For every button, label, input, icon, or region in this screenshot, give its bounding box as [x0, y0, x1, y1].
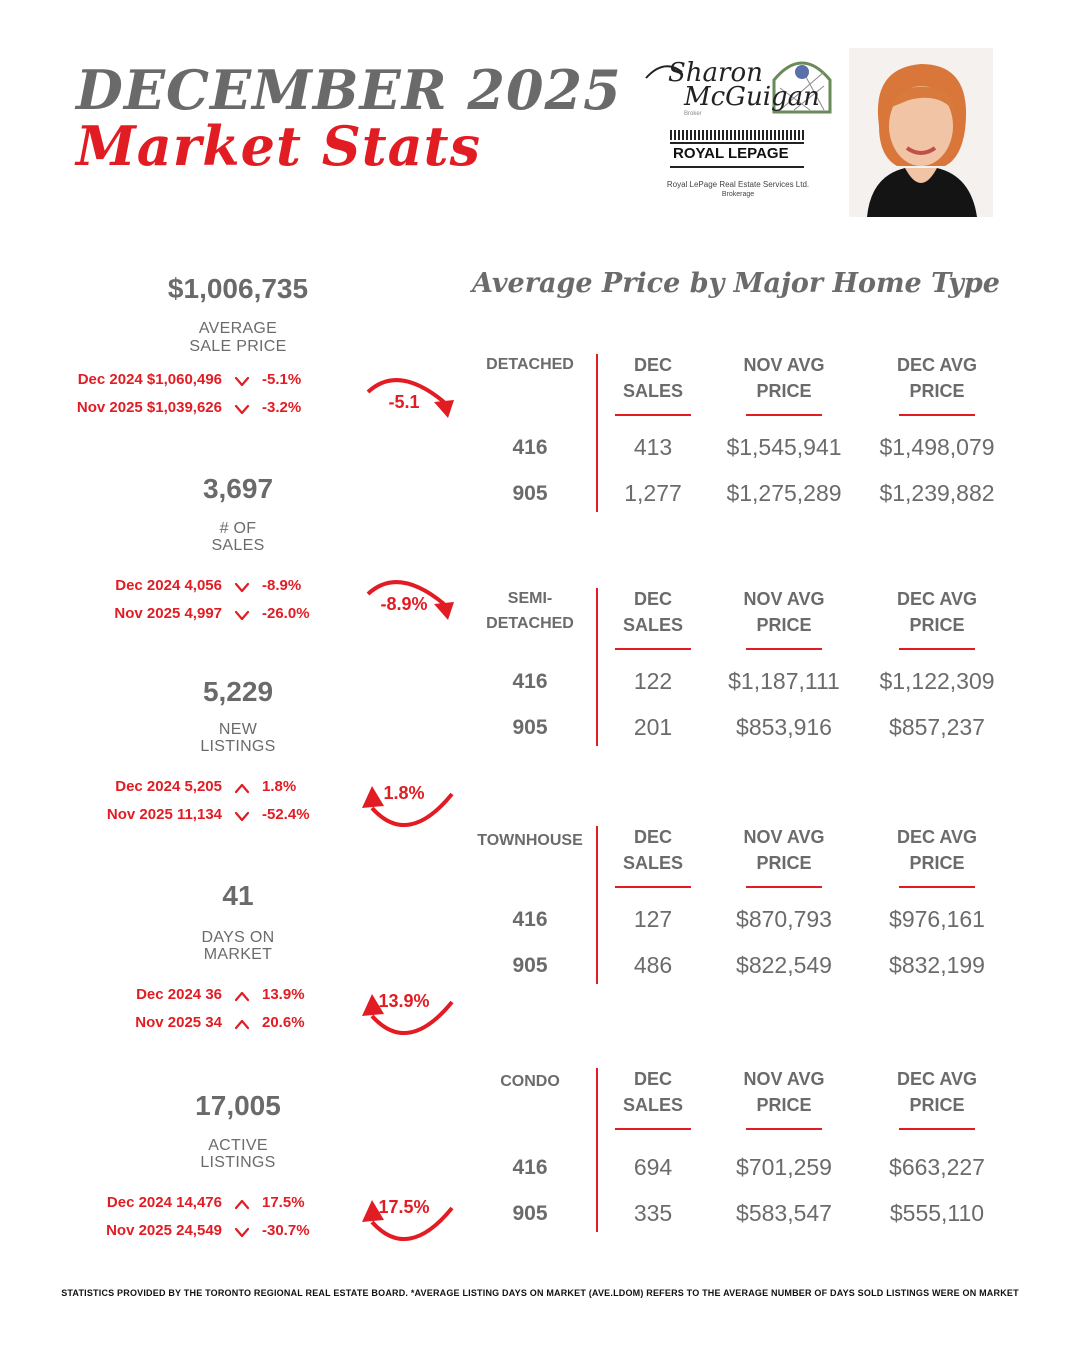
portrait-icon: [849, 48, 993, 217]
trend-arrow: [358, 982, 458, 1042]
column-header: PRICE: [756, 853, 812, 873]
table-cell: 694: [633, 1154, 673, 1180]
trend-arrow-value: 17.5%: [378, 1197, 430, 1217]
comparison-change: -3.2%: [262, 399, 302, 416]
column-header: DEC: [633, 589, 672, 609]
column-header: PRICE: [756, 615, 812, 635]
comparison-label: Nov 2025 24,549: [106, 1222, 222, 1239]
comparison-label: Dec 2024 36: [136, 986, 222, 1003]
agent-role: Broker: [684, 111, 702, 117]
chevron-up-icon: [234, 1018, 250, 1030]
table-cell: $583,547: [736, 1200, 832, 1226]
chevron-down-icon: [234, 375, 250, 387]
region-label: 416: [512, 908, 548, 931]
table-cell: $1,239,882: [879, 480, 995, 506]
stat-label-line1: DAYS ON: [201, 929, 275, 946]
table-cell: $857,237: [889, 714, 985, 740]
column-header: SALES: [622, 1095, 683, 1115]
table-cell: 413: [633, 434, 673, 460]
brokerage-type: Brokerage: [721, 191, 755, 198]
column-header: SALES: [622, 853, 683, 873]
title-month: DECEMBER 2025: [76, 58, 622, 122]
region-label: 905: [512, 716, 548, 739]
comparison-label: Dec 2024 $1,060,496: [77, 371, 222, 388]
column-header: PRICE: [909, 615, 965, 635]
trend-arrow-value: 13.9%: [378, 991, 430, 1011]
column-header: NOV AVG: [743, 355, 825, 375]
table-cell: 1,277: [624, 480, 682, 506]
trend-arrow: [358, 572, 458, 632]
table-cell: 335: [633, 1200, 673, 1226]
trend-arrow: [358, 774, 458, 834]
stat-label-line1: NEW: [218, 721, 258, 738]
column-header: DEC AVG: [896, 355, 977, 375]
table-cell: $853,916: [736, 714, 832, 740]
home-type-label: SEMI-: [507, 590, 553, 607]
table-cell: 486: [633, 952, 673, 978]
stat-label-line1: AVERAGE: [198, 320, 278, 337]
stat-value: $1,006,735: [167, 273, 309, 304]
comparison-label: Nov 2025 34: [135, 1014, 222, 1031]
table-cell: $870,793: [736, 906, 832, 932]
footer-disclaimer: STATISTICS PROVIDED BY THE TORONTO REGIONAL REAL ESTATE BOARD. *AVERAGE LISTING DAYS ON MARKET (AVE.LDOM) REFERS TO THE AVERAGE NUMBER OF DAYS SOLD LISTINGS WERE ON MARKET: [61, 1288, 1019, 1298]
stat-value: 41: [222, 880, 254, 911]
column-underline: [615, 1128, 691, 1130]
stat-value: 17,005: [195, 1090, 281, 1121]
comparison-label: Dec 2024 4,056: [115, 577, 222, 594]
agent-first-name: Sharon: [668, 58, 763, 88]
region-label: 416: [512, 670, 548, 693]
table-cell: 127: [633, 906, 673, 932]
table-cell: $1,545,941: [726, 434, 842, 460]
table-cell: $701,259: [736, 1154, 832, 1180]
table-cell: $822,549: [736, 952, 832, 978]
stat-label-line1: # OF: [219, 520, 257, 537]
stat-label-line2: SALE PRICE: [189, 338, 287, 355]
chevron-up-icon: [234, 990, 250, 1002]
trend-arrow-value: -8.9%: [380, 594, 428, 614]
comparison-change: -8.9%: [262, 577, 302, 594]
table-cell: $663,227: [889, 1154, 985, 1180]
region-label: 905: [512, 1202, 548, 1225]
stat-label-line2: LISTINGS: [200, 738, 276, 755]
trend-arrow: [358, 1188, 458, 1248]
home-type-label: DETACHED: [486, 615, 574, 632]
chevron-down-icon: [234, 609, 250, 621]
column-underline: [615, 414, 691, 416]
column-underline: [899, 648, 975, 650]
column-header: DEC AVG: [896, 589, 977, 609]
stat-value: 5,229: [202, 676, 274, 707]
table-cell: 201: [633, 714, 673, 740]
trend-arrow: [358, 370, 458, 430]
table-cell: $555,110: [889, 1200, 985, 1226]
column-header: SALES: [622, 381, 683, 401]
column-header: PRICE: [909, 853, 965, 873]
column-underline: [746, 886, 822, 888]
comparison-label: Nov 2025 $1,039,626: [76, 399, 222, 416]
column-header: DEC: [633, 355, 672, 375]
chevron-up-icon: [234, 782, 250, 794]
chevron-down-icon: [234, 581, 250, 593]
column-header: NOV AVG: [743, 1069, 825, 1089]
comparison-change: -26.0%: [262, 605, 310, 622]
stat-label-line2: SALES: [211, 537, 265, 554]
column-header: DEC AVG: [896, 827, 977, 847]
comparison-change: -5.1%: [262, 371, 302, 388]
trend-arrow-value: 1.8%: [383, 783, 425, 803]
chevron-down-icon: [234, 1226, 250, 1238]
comparison-change: 13.9%: [262, 986, 305, 1003]
stat-label-line1: ACTIVE: [208, 1137, 268, 1154]
column-underline: [746, 648, 822, 650]
brand-bars: [670, 130, 804, 140]
comparison-label: Dec 2024 5,205: [115, 778, 222, 795]
comparison-change: 1.8%: [262, 778, 297, 795]
stat-value: 3,697: [202, 473, 274, 504]
trend-arrow-value: -5.1: [388, 392, 420, 412]
column-header: DEC AVG: [896, 1069, 977, 1089]
region-label: 905: [512, 482, 548, 505]
column-underline: [899, 1128, 975, 1130]
comparison-label: Nov 2025 11,134: [106, 806, 222, 823]
chevron-down-icon: [234, 810, 250, 822]
agent-last-name: McGuigan: [684, 82, 820, 112]
home-type-label: TOWNHOUSE: [477, 832, 583, 849]
table-cell: $1,122,309: [879, 668, 995, 694]
region-label: 905: [512, 954, 548, 977]
column-header: PRICE: [909, 381, 965, 401]
title-market-stats: Market Stats: [76, 114, 482, 178]
agent-logo: [640, 50, 840, 120]
brand-logo: [670, 130, 804, 168]
column-underline: [899, 414, 975, 416]
column-header: DEC: [633, 1069, 672, 1089]
comparison-label: Dec 2024 14,476: [106, 1194, 222, 1211]
column-header: NOV AVG: [743, 589, 825, 609]
region-label: 416: [512, 436, 548, 459]
table-cell: $832,199: [889, 952, 985, 978]
region-label: 416: [512, 1156, 548, 1179]
column-header: NOV AVG: [743, 827, 825, 847]
comparison-change: -30.7%: [262, 1222, 310, 1239]
column-header: SALES: [622, 615, 683, 635]
table-cell: $1,187,111: [728, 668, 840, 694]
column-header: PRICE: [756, 1095, 812, 1115]
column-header: PRICE: [756, 381, 812, 401]
column-header: DEC: [633, 827, 672, 847]
comparison-change: -52.4%: [262, 806, 310, 823]
stat-label-line2: MARKET: [203, 946, 273, 963]
comparison-change: 17.5%: [262, 1194, 305, 1211]
column-underline: [746, 414, 822, 416]
column-underline: [746, 1128, 822, 1130]
table-cell: $1,498,079: [879, 434, 995, 460]
brokerage-name: Royal LePage Real Estate Services Ltd.: [666, 180, 810, 189]
table-cell: $976,161: [889, 906, 985, 932]
column-underline: [899, 886, 975, 888]
column-underline: [615, 648, 691, 650]
home-type-label: CONDO: [500, 1073, 560, 1090]
column-underline: [615, 886, 691, 888]
brand-name: ROYAL LEPAGE: [673, 145, 789, 162]
table-cell: 122: [633, 668, 673, 694]
column-header: PRICE: [909, 1095, 965, 1115]
agent-headshot: [849, 48, 993, 217]
chevron-down-icon: [234, 403, 250, 415]
stat-label-line2: LISTINGS: [200, 1154, 276, 1171]
price-table-heading: Average Price by Major Home Type: [472, 268, 1000, 299]
chevron-up-icon: [234, 1198, 250, 1210]
home-type-label: DETACHED: [486, 356, 574, 373]
table-cell: $1,275,289: [726, 480, 842, 506]
comparison-change: 20.6%: [262, 1014, 305, 1031]
comparison-label: Nov 2025 4,997: [114, 605, 222, 622]
